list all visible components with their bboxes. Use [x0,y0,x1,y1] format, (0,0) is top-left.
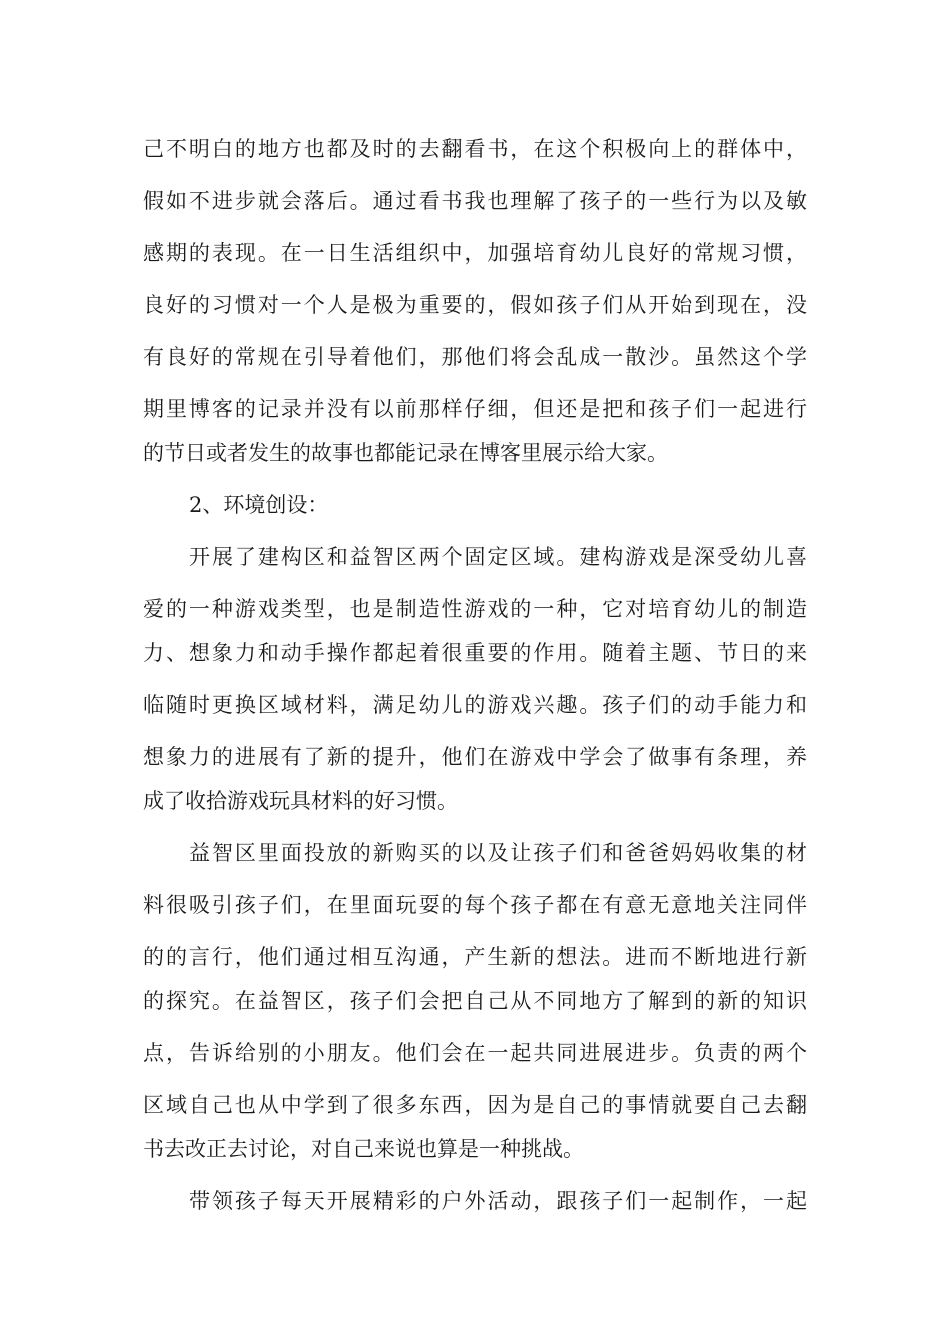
text-line: 力、想象力和动手操作都起着很重要的作用。随着主题、节日的来 [143,641,807,665]
text-line: 的探究。在益智区，孩子们会把自己从不同地方了解到的新的知识 [143,989,807,1013]
text-line: 点，告诉给别的小朋友。他们会在一起共同进展进步。负责的两个 [143,1041,807,1065]
text-line: 的节日或者发生的故事也都能记录在博客里展示给大家。 [143,441,668,465]
text-line: 有良好的常规在引导着他们，那他们将会乱成一散沙。虽然这个学 [143,345,807,369]
text-line: 感期的表现。在一日生活组织中，加强培育幼儿良好的常规习惯， [143,241,807,265]
text-line: 爱的一种游戏类型，也是制造性游戏的一种，它对培育幼儿的制造 [143,597,807,621]
text-line: 期里博客的记录并没有以前那样仔细，但还是把和孩子们一起进行 [143,397,807,421]
text-line: 临随时更换区域材料，满足幼儿的游戏兴趣。孩子们的动手能力和 [143,693,807,717]
text-line: 假如不进步就会落后。通过看书我也理解了孩子的一些行为以及敏 [143,189,807,213]
text-line: 带领孩子每天开展精彩的户外活动，跟孩子们一起制作，一起 [189,1189,807,1213]
text-line: 开展了建构区和益智区两个固定区域。建构游戏是深受幼儿喜 [189,545,807,569]
text-line: 料很吸引孩子们，在里面玩耍的每个孩子都在有意无意地关注同伴 [143,893,807,917]
text-line: 区域自己也从中学到了很多东西，因为是自己的事情就要自己去翻 [143,1093,807,1117]
text-line: 良好的习惯对一个人是极为重要的，假如孩子们从开始到现在，没 [143,293,807,317]
text-line: 成了收拾游戏玩具材料的好习惯。 [143,789,458,813]
text-line: 己不明白的地方也都及时的去翻看书，在这个积极向上的群体中， [143,137,807,161]
text-line: 的的言行，他们通过相互沟通，产生新的想法。进而不断地进行新 [143,945,807,969]
text-line: 书去改正去讨论，对自己来说也算是一种挑战。 [143,1137,584,1161]
text-line: 益智区里面投放的新购买的以及让孩子们和爸爸妈妈收集的材 [189,841,807,865]
text-line: 想象力的进展有了新的提升，他们在游戏中学会了做事有条理，养 [143,745,807,769]
section-heading: 2、环境创设： [189,493,329,517]
